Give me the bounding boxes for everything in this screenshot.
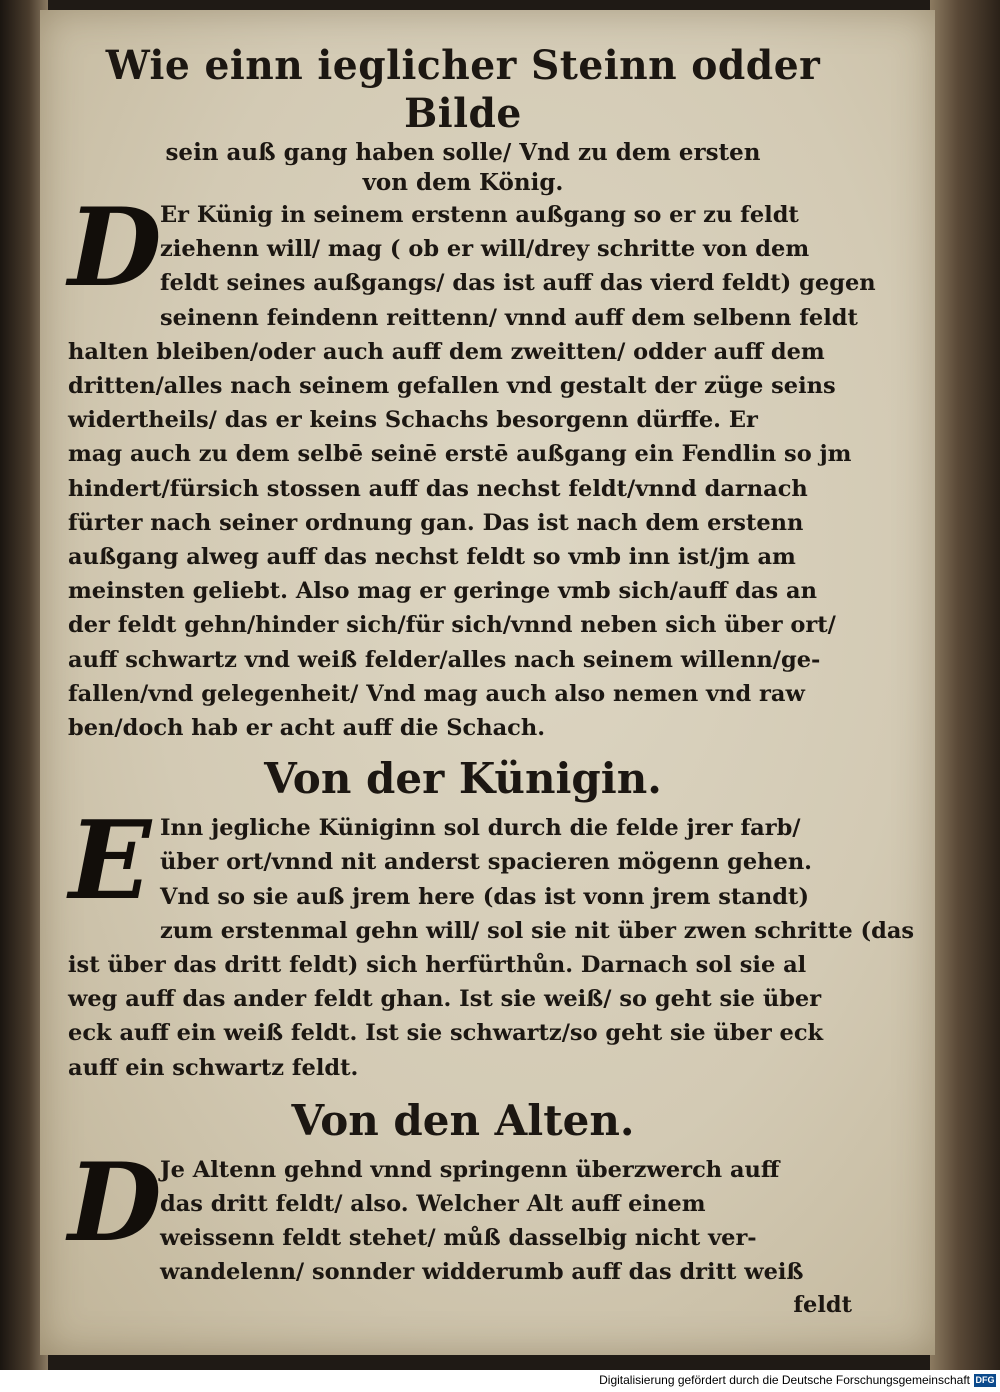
text-line: dritten/alles nach seinem gefallen vnd gestalt der züge seins (68, 373, 836, 400)
text-line: Je Altenn gehnd vnnd springenn überzwerch auff (160, 1156, 780, 1183)
text-line: widertheils/ das er keins Schachs besorgenn dürffe. Er (68, 407, 758, 434)
dfg-logo: DFG (975, 1375, 995, 1385)
book-edge-right (930, 0, 1000, 1370)
text-line: außgang alweg auff das nechst feldt so vmb inn ist/jm am (68, 544, 796, 571)
drop-cap-initial: D (68, 185, 162, 311)
subtitle-line-2: von dem König. (362, 169, 564, 196)
drop-cap-initial: D (68, 1139, 162, 1266)
page-title: Wie einn ieglicher Steinn odder Bilde (105, 42, 821, 137)
text-line: weissenn feldt stehet/ můß dasselbig nicht ver- (160, 1225, 757, 1252)
book-page (40, 10, 935, 1355)
text-line: halten bleiben/oder auch auff dem zweitten/ odder auff dem (68, 338, 825, 365)
text-line: das dritt feldt/ also. Welcher Alt auff einem (160, 1191, 706, 1218)
text-line: auff schwartz vnd weiß felder/alles nach seinem willenn/ge- (68, 646, 821, 673)
text-line: der feldt gehn/hinder sich/für sich/vnnd neben sich über ort/ (68, 612, 836, 639)
section-king (68, 185, 876, 745)
text-line: fallen/vnd gelegenheit/ Vnd mag auch also nemen vnd raw (68, 680, 805, 707)
text-line: fürter nach seiner ordnung gan. Das ist nach dem erstenn (68, 509, 804, 536)
text-line: meinsten geliebt. Also mag er geringe vmb sich/auff das an (68, 578, 817, 605)
drop-cap-initial: E (68, 798, 152, 925)
text-line: hindert/fürsich stossen auff das nechst feldt/vnnd darnach (68, 475, 808, 502)
text-line: Er Künig in seinem erstenn außgang so er zu feldt (160, 202, 799, 228)
text-line: ziehenn will/ mag ( ob er will/drey schritte von dem (160, 236, 810, 263)
section-alten (68, 1139, 858, 1320)
text-line: wandelenn/ sonnder widderumb auff das dritt weiß (160, 1259, 804, 1286)
funding-credit: Digitalisierung gefördert durch die Deutsche Forschungsgemeinschaft (599, 1373, 970, 1387)
text-line: seinenn feindenn reittenn/ vnnd auff dem selbenn feldt (160, 304, 858, 331)
paragraph-king (68, 185, 876, 745)
subtitle-line-1: sein auß gang haben solle/ Vnd zu dem ersten (165, 139, 761, 166)
text-line: auff ein schwartz feldt. (68, 1054, 359, 1081)
text-line: ben/doch hab er acht auff die Schach. (68, 715, 546, 742)
section-heading-queen: Von der Künigin. (264, 754, 662, 804)
text-line: ist über das dritt feldt) sich herfürthůn. Darnach sol sie al (68, 952, 807, 979)
text-line: Inn jegliche Küniginn sol durch die felde jrer farb/ (160, 815, 801, 842)
paragraph-alten (68, 1139, 858, 1290)
text-line: Vnd so sie auß jrem here (das ist vonn jrem standt) (160, 883, 809, 910)
section-heading-alten: Von den Alten. (291, 1095, 635, 1145)
text-line: weg auff das ander feldt ghan. Ist sie weiß/ so geht sie über (68, 986, 822, 1013)
text-line: feldt seines außgangs/ das ist auff das vierd feldt) gegen (160, 270, 876, 297)
paragraph-queen (68, 798, 915, 1085)
text-line: zum erstenmal gehn will/ sol sie nit über zwen schritte (das (160, 917, 915, 944)
footer-bar (0, 1370, 1000, 1392)
text-line: über ort/vnnd nit anderst spacieren mögenn gehen. (160, 849, 813, 876)
page-text-block (68, 42, 915, 1342)
catchword: feldt (793, 1291, 852, 1318)
text-line: eck auff ein weiß feldt. Ist sie schwartz/so geht sie über eck (68, 1020, 824, 1047)
section-queen (68, 798, 915, 1085)
text-line: mag auch zu dem selbē seinē erstē außgang ein Fendlin so jm (68, 441, 852, 468)
